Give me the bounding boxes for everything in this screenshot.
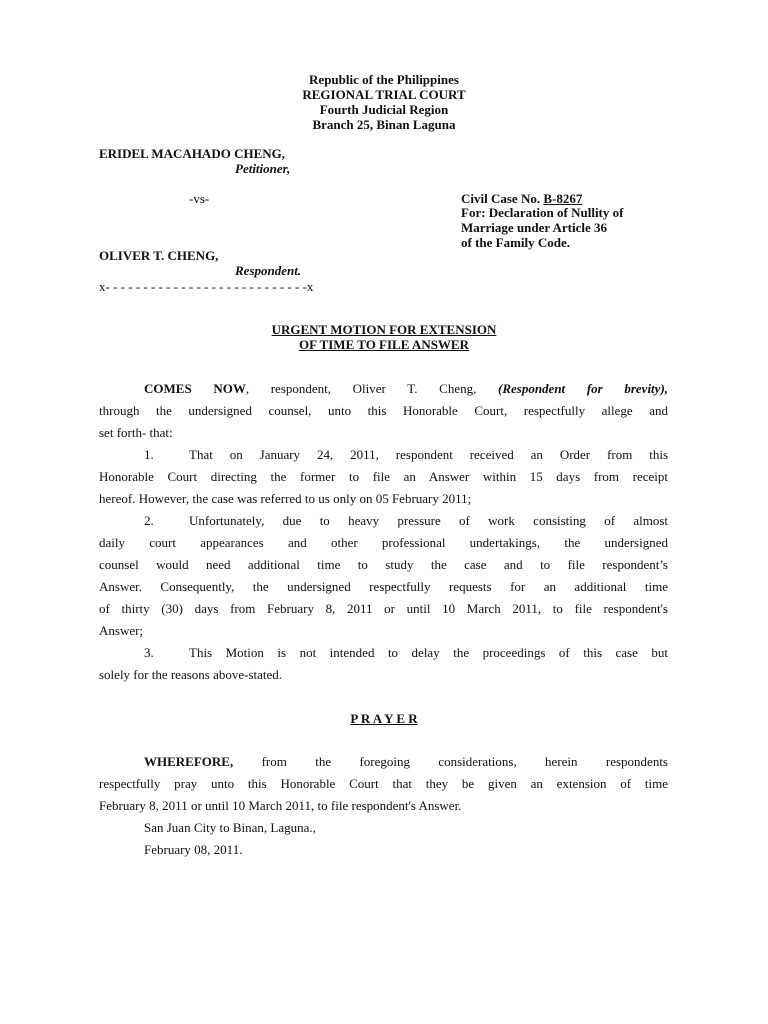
- item-3: [99, 642, 668, 686]
- case-for-line-2: Marriage under Article 36: [461, 220, 607, 235]
- caption-separator: x- - - - - - - - - - - - - - - - - - - - - - - - - - -x: [99, 279, 314, 294]
- item-1: [99, 444, 668, 510]
- case-for-line-3: of the Family Code.: [461, 235, 571, 250]
- item-1-line-3: hereof. However, the case was referred to us only on 05 February 2011;: [99, 491, 472, 506]
- signing-place: San Juan City to Binan, Laguna.,: [144, 820, 316, 835]
- intro-brevity: (Respondent for brevity),: [498, 381, 669, 396]
- item-3-number: 3.: [144, 645, 154, 660]
- item-2: [99, 510, 668, 642]
- versus-text: -vs-: [189, 191, 210, 206]
- prayer-line-2: respectfully pray unto this Honorable Court that they be given an extension of time: [99, 776, 668, 791]
- header-branch: Branch 25, Binan Laguna: [312, 117, 456, 132]
- case-number-label: Civil Case No.: [461, 191, 541, 206]
- item-2-line-5: of thirty (30) days from February 8, 2011 or until 10 March 2011, to file respondent's: [99, 601, 668, 616]
- item-2-line-1: [99, 510, 668, 532]
- intro-line-1-text: , respondent, Oliver T. Cheng,: [245, 381, 477, 396]
- respondent-name: OLIVER T. CHENG,: [99, 248, 219, 263]
- case-for-line-1: For: Declaration of Nullity of: [461, 205, 624, 220]
- prayer-heading: P R A Y E R: [350, 711, 418, 726]
- case-number: B-8267: [543, 191, 583, 206]
- item-3-line-1: [99, 642, 668, 664]
- item-1-line-2: Honorable Court directing the former to file an Answer within 15 days from receipt: [99, 469, 668, 484]
- intro-paragraph: [99, 378, 668, 444]
- motion-title-line-1: URGENT MOTION FOR EXTENSION: [271, 322, 497, 337]
- item-1-line-1-text: That on January 24, 2011, respondent received an Order from this: [189, 447, 668, 462]
- header-region: Fourth Judicial Region: [319, 102, 449, 117]
- item-2-line-4: Answer. Consequently, the undersigned respectfully requests for an additional time: [99, 579, 668, 594]
- item-2-line-6: Answer;: [99, 623, 144, 638]
- petitioner-role: Petitioner,: [235, 161, 291, 176]
- prayer-paragraph: [99, 751, 668, 861]
- header-country: Republic of the Philippines: [309, 72, 459, 87]
- item-3-line-2: solely for the reasons above-stated.: [99, 667, 283, 682]
- header-court: REGIONAL TRIAL COURT: [302, 87, 466, 102]
- item-2-number: 2.: [144, 513, 154, 528]
- respondent-role: Respondent.: [235, 263, 302, 278]
- item-2-line-1-text: Unfortunately, due to heavy pressure of work consisting of almost: [189, 513, 668, 528]
- signing-date: February 08, 2011.: [144, 842, 243, 857]
- motion-title-line-2: OF TIME TO FILE ANSWER: [298, 337, 469, 352]
- intro-line-1: [99, 378, 668, 400]
- prayer-line-3: February 8, 2011 or until 10 March 2011, to file respondent's Answer.: [99, 798, 462, 813]
- petitioner-name: ERIDEL MACAHADO CHENG,: [99, 146, 285, 161]
- item-3-line-1-text: This Motion is not intended to delay the proceedings of this case but: [189, 645, 668, 660]
- item-1-line-1: [99, 444, 668, 466]
- item-2-line-3: counsel would need additional time to study the case and to file respondent’s: [99, 557, 668, 572]
- intro-lead: COMES NOW: [144, 381, 246, 396]
- intro-line-2: through the undersigned counsel, unto this Honorable Court, respectfully allege and: [99, 403, 668, 418]
- item-1-number: 1.: [144, 447, 154, 462]
- prayer-line-1: [99, 751, 668, 773]
- prayer-lead: WHEREFORE,: [144, 754, 234, 769]
- prayer-line-1-text: from the foregoing considerations, herein respondents: [233, 754, 668, 769]
- item-2-line-2: daily court appearances and other professional undertakings, the undersigned: [99, 535, 668, 550]
- intro-line-3: set forth- that:: [99, 425, 173, 440]
